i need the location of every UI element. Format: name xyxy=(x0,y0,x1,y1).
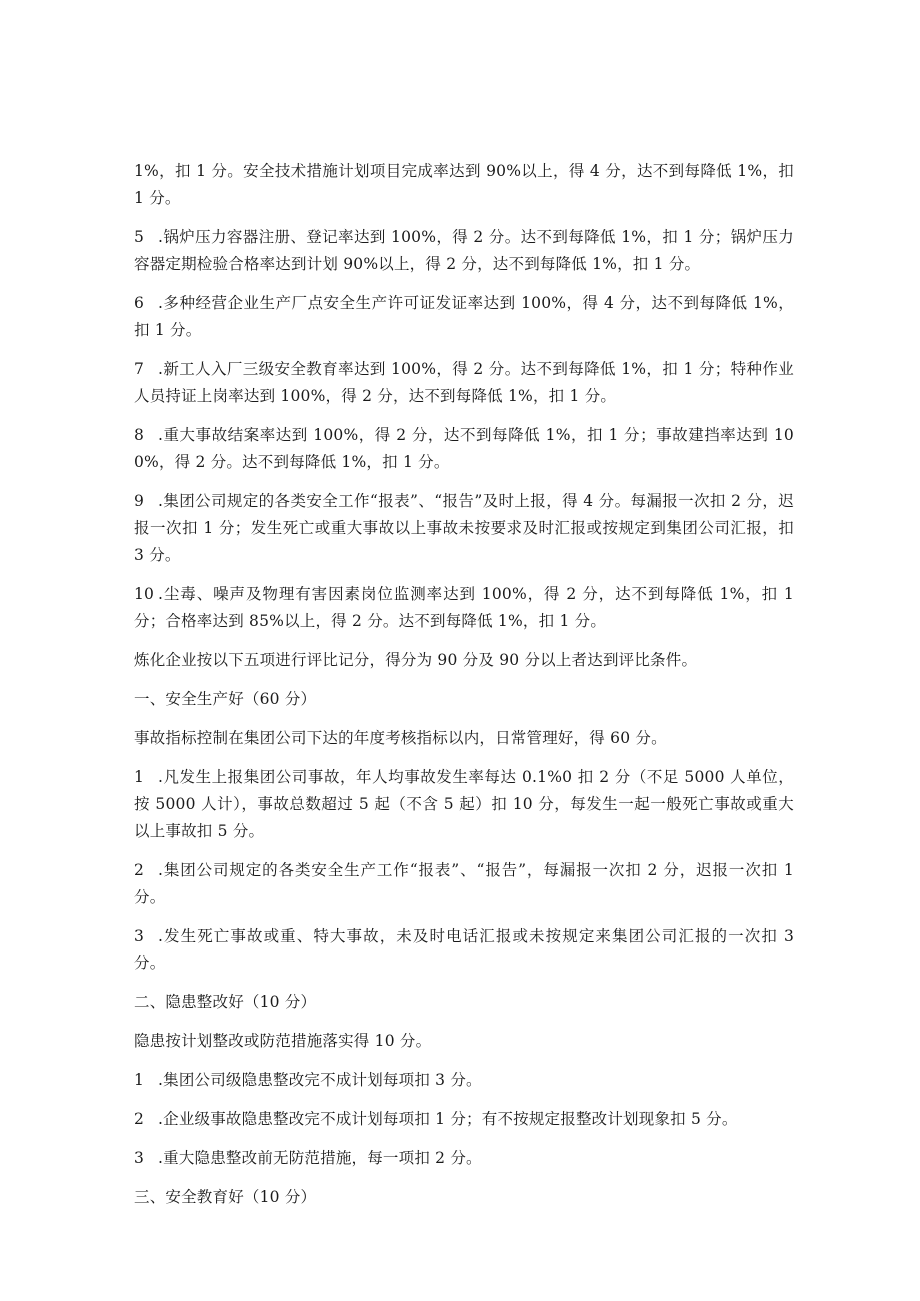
item-number: 1 xyxy=(134,768,145,786)
paragraph-text: .集团公司规定的各类安全工作“报表”、“报告”及时上报，得 4 分。每漏报一次扣 2 分，迟报一次扣 1 分；发生死亡或重大事故以上事故未按要求及时汇报或按规定到集团公司汇报，扣 3 分。 xyxy=(134,492,794,564)
paragraph-text: 事故指标控制在集团公司下达的年度考核指标以内，日常管理好，得 60 分。 xyxy=(134,729,667,747)
paragraph-text: .新工人入厂三级安全教育率达到 100%，得 2 分。达不到每降低 1%，扣 1 分；特种作业人员持证上岗率达到 100%，得 2 分，达不到每降低 1%，扣 1 分。 xyxy=(134,360,794,405)
item-number: 2 xyxy=(134,861,145,879)
paragraph-item-6 xyxy=(134,290,794,344)
section-heading-1 xyxy=(134,686,794,713)
item-number: 1 xyxy=(134,1071,145,1089)
section-heading-3 xyxy=(134,1184,794,1211)
paragraph-text: .发生死亡事故或重、特大事故，未及时电话汇报或未按规定来集团公司汇报的一次扣 3 分。 xyxy=(134,927,794,972)
document-body xyxy=(134,158,794,1223)
paragraph-text: 1%，扣 1 分。安全技术措施计划项目完成率达到 90%以上，得 4 分，达不到每降低 1%，扣 1 分。 xyxy=(134,162,794,207)
paragraph-text: .重大隐患整改前无防范措施，每一项扣 2 分。 xyxy=(158,1149,482,1167)
paragraph-item-9 xyxy=(134,488,794,569)
section-heading-2 xyxy=(134,989,794,1016)
item-number: 6 xyxy=(134,294,145,312)
item-number: 3 xyxy=(134,927,145,945)
paragraph-s1-item-3 xyxy=(134,923,794,977)
paragraph-text: .企业级事故隐患整改完不成计划每项扣 1 分；有不按规定报整改计划现象扣 5 分。 xyxy=(158,1110,738,1128)
paragraph-intro xyxy=(134,647,794,674)
item-number: 9 xyxy=(134,492,145,510)
paragraph-text: .集团公司规定的各类安全生产工作“报表”、“报告”，每漏报一次扣 2 分，迟报一次扣 1 分。 xyxy=(134,861,794,906)
paragraph-item-8 xyxy=(134,422,794,476)
paragraph-s2-item-3 xyxy=(134,1145,794,1172)
heading-text: 三、安全教育好（10 分） xyxy=(134,1188,317,1206)
paragraph-item-10 xyxy=(134,581,794,635)
item-number: 10 xyxy=(134,585,155,603)
paragraph-item-7 xyxy=(134,356,794,410)
paragraph-cont xyxy=(134,158,794,212)
heading-text: 二、隐患整改好（10 分） xyxy=(134,993,317,1011)
paragraph-section-1-intro xyxy=(134,725,794,752)
heading-text: 一、安全生产好（60 分） xyxy=(134,690,317,708)
paragraph-s1-item-1 xyxy=(134,764,794,845)
paragraph-text: .锅炉压力容器注册、登记率达到 100%，得 2 分。达不到每降低 1%，扣 1 分；锅炉压力容器定期检验合格率达到计划 90%以上，得 2 分，达不到每降低 1%，扣 1 分。 xyxy=(134,228,794,273)
paragraph-text: .集团公司级隐患整改完不成计划每项扣 3 分。 xyxy=(158,1071,482,1089)
item-number: 3 xyxy=(134,1149,145,1167)
paragraph-text: 炼化企业按以下五项进行评比记分，得分为 90 分及 90 分以上者达到评比条件。 xyxy=(134,651,698,669)
paragraph-s2-item-2 xyxy=(134,1106,794,1133)
item-number: 7 xyxy=(134,360,145,378)
paragraph-text: 隐患按计划整改或防范措施落实得 10 分。 xyxy=(134,1032,432,1050)
paragraph-s2-item-1 xyxy=(134,1067,794,1094)
item-number: 8 xyxy=(134,426,145,444)
paragraph-text: .尘毒、噪声及物理有害因素岗位监测率达到 100%，得 2 分，达不到每降低 1%，扣 1 分；合格率达到 85%以上，得 2 分。达不到每降低 1%，扣 1 分。 xyxy=(134,585,794,630)
item-number: 2 xyxy=(134,1110,145,1128)
paragraph-text: .凡发生上报集团公司事故，年人均事故发生率每达 0.1%0 扣 2 分（不足 5000 人单位，按 5000 人计），事故总数超过 5 起（不含 5 起）扣 10 分，每发生一起一般死亡事故或重大以上事故扣 5 分。 xyxy=(134,768,794,840)
paragraph-text: .多种经营企业生产厂点安全生产许可证发证率达到 100%，得 4 分，达不到每降低 1%，扣 1 分。 xyxy=(134,294,794,339)
item-number: 5 xyxy=(134,228,145,246)
paragraph-text: .重大事故结案率达到 100%，得 2 分，达不到每降低 1%，扣 1 分；事故建挡率达到 100%，得 2 分。达不到每降低 1%，扣 1 分。 xyxy=(134,426,794,471)
paragraph-s1-item-2 xyxy=(134,857,794,911)
paragraph-section-2-intro xyxy=(134,1028,794,1055)
paragraph-item-5 xyxy=(134,224,794,278)
